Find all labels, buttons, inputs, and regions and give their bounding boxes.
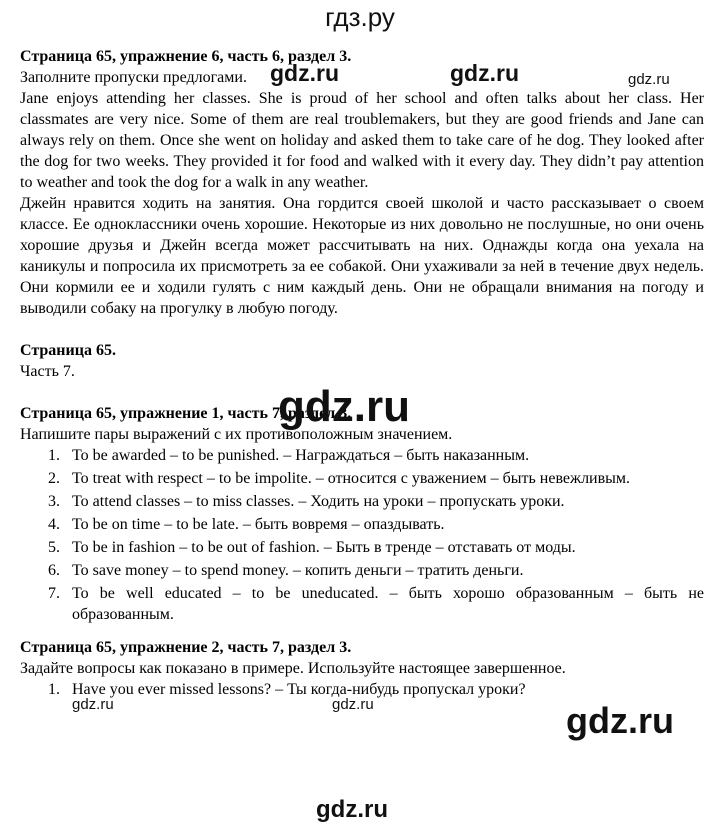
section1-russian-text: Джейн нравится ходить на занятия. Она гордится своей школой и часто рассказывает о своем классе. Ее одноклассники очень хорошие. Некоторые из них довольно не послушные, но они очень хорошие друзья и Джейн всегда может рассчитывать на них. Однажды когда она уехала на каникулы и попросила их присмотреть за ее собакой. Они ухаживали за ней в течение двух недель. Они кормили ее и ходили гулять с ним каждый день. Они не обращали внимания на погоду и выводили собаку на прогулку в любую погоду. [20,195,704,317]
watermark-logo: gdz.ru [628,71,670,88]
section3-list [20,445,704,625]
section1-instruction: Заполните пропуски предлогами. [20,69,247,86]
section2-subheading: Часть 7. [20,363,75,380]
watermark-logo: gdz.ru [316,796,388,823]
document-body [20,46,704,702]
watermark-logo: gdz.ru [278,382,410,431]
list-item: 6. To save money – to spend money. – копить деньги – тратить деньги. [48,562,524,579]
section3-instruction: Напишите пары выражений с их противоположным значением. [20,426,453,443]
watermark-logo: gdz.ru [332,696,374,713]
watermark-top: гдз.ру [325,2,395,32]
list-item: 3. To attend classes – to miss classes. – Ходить на уроки – пропускать уроки. [48,493,565,510]
watermark-logo: gdz.ru [72,696,114,713]
section1-english-text: Jane enjoys attending her classes. She is proud of her school and often talks about her class. Her classmates are very nice. Some of them are real troublemakers, but they are good friends and Jane can always rely on them. Once she went on holiday and asked them to take care of he dog. They looked after the dog for two weeks. They provided it for food and walked with it every day. They didn’t pay attention to weather and took the dog for a walk in any weather. [20,90,704,191]
section1-heading: Страница 65, упражнение 6, часть 6, раздел 3. [20,48,352,65]
list-item: 4. To be on time – to be late. – быть вовремя – опаздывать. [48,516,445,533]
list-item: 5. To be in fashion – to be out of fashion. – Быть в тренде – отставать от моды. [48,539,576,556]
section2-heading: Страница 65. [20,342,116,359]
section4-instruction: Задайте вопросы как показано в примере. Используйте настоящее завершенное. [20,660,566,677]
watermark-logo: gdz.ru [450,60,519,86]
section3-heading: Страница 65, упражнение 1, часть 7, раздел 3. [20,405,352,422]
section4-heading: Страница 65, упражнение 2, часть 7, раздел 3. [20,639,352,656]
watermark-logo: gdz.ru [270,60,339,86]
list-item: 2. To treat with respect – to be impolite. – относится с уважением – быть невежливым. [48,470,631,487]
watermark-logo: gdz.ru [566,700,674,741]
list-item: 7. To be well educated – to be uneducated. – быть хорошо образованным – быть не образованным. [48,585,704,623]
list-item: 1. To be awarded – to be punished. – Награждаться – быть наказанным. [48,447,530,464]
list-item: 1. Have you ever missed lessons? – Ты когда-нибудь пропускал уроки? [48,681,526,698]
